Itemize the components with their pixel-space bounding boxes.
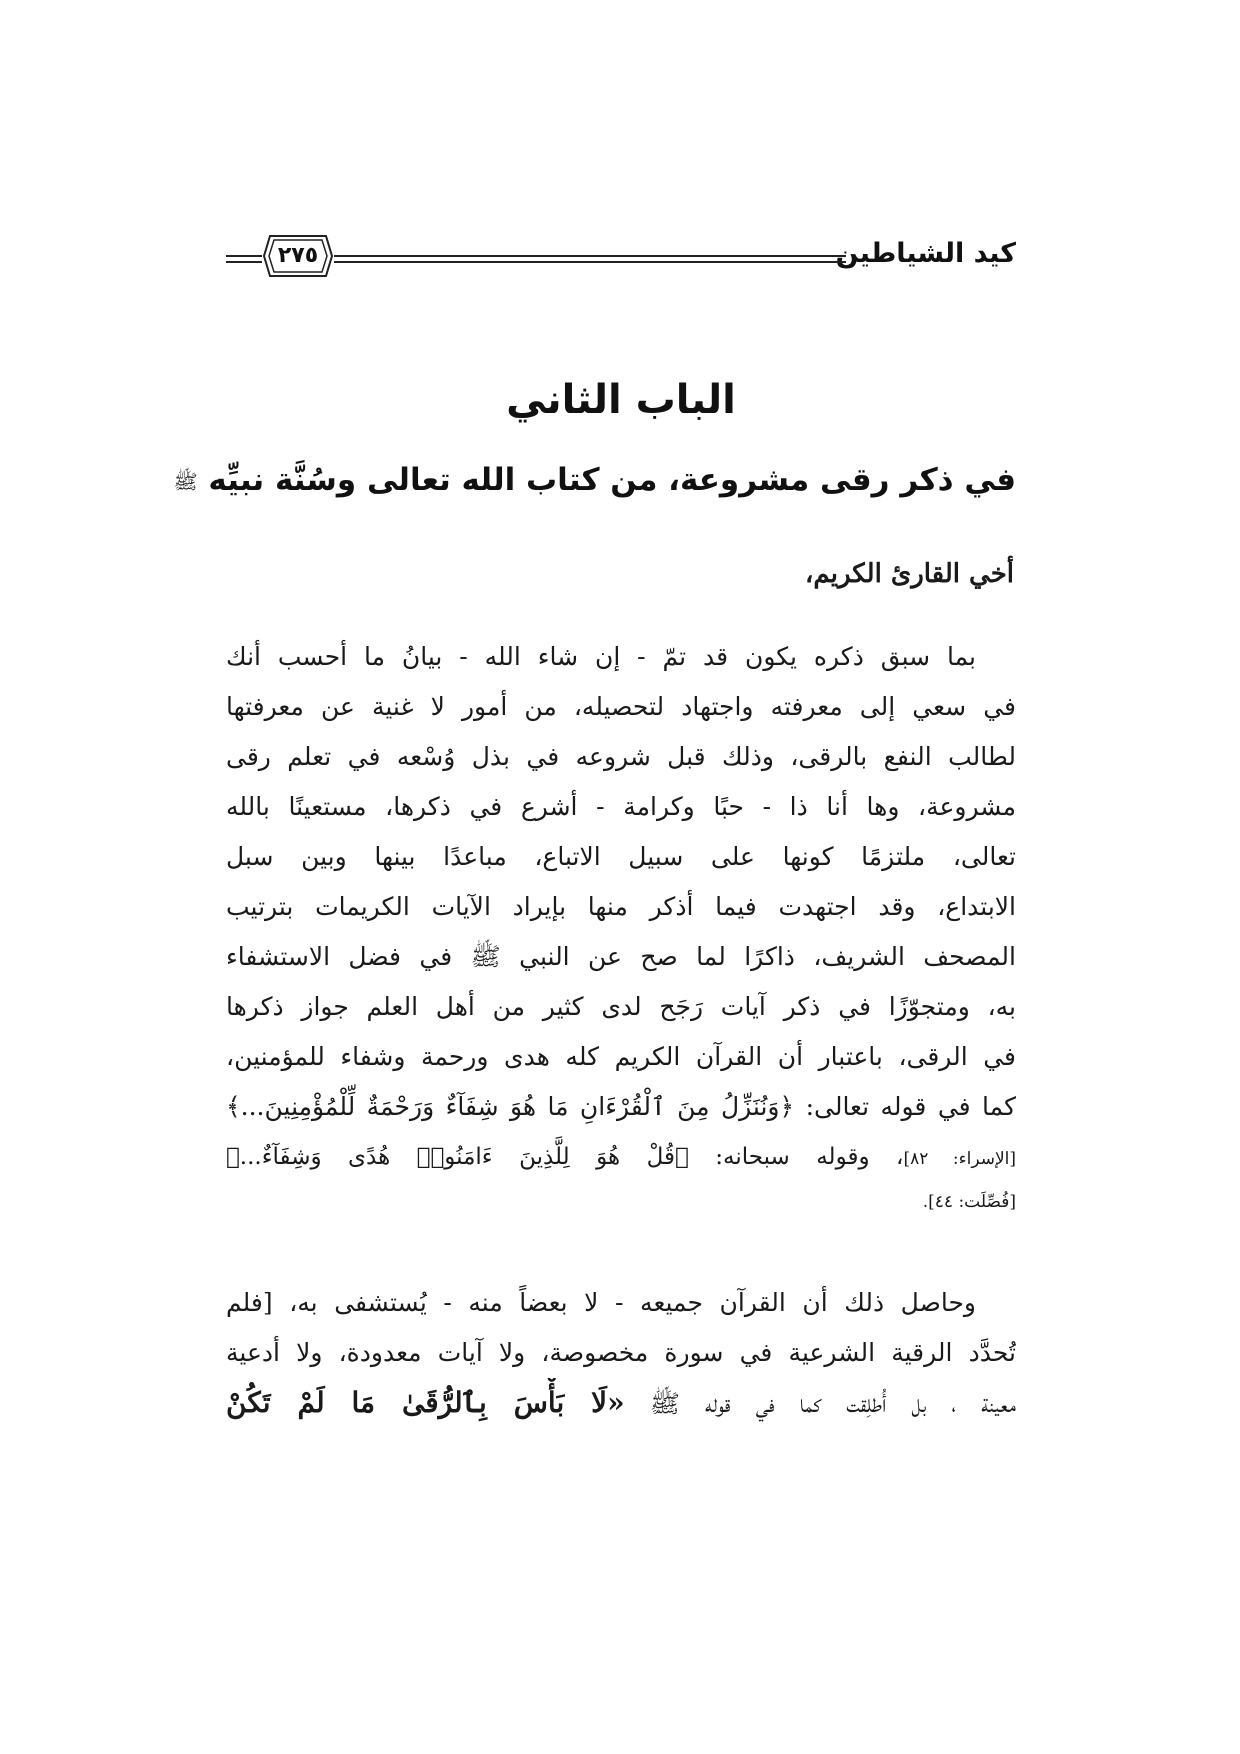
chapter-subtitle-text: في ذكر رقى مشروعة، من كتاب الله تعالى وسُنَّة نبيِّه xyxy=(208,462,1016,498)
page-number-frame xyxy=(262,232,334,280)
header-rule-end xyxy=(226,255,262,263)
paragraph-line: به، ومتجوّزًا في ذكر آيات رَجَح لدى كثير من أهل العلم جواز ذكرها xyxy=(226,992,1016,1021)
greeting: أخي القارئ الكريم، xyxy=(805,559,1014,589)
paragraph-2 xyxy=(226,1278,1016,1428)
paragraph-line-last xyxy=(226,1378,1016,1428)
paragraph-line: مشروعة، وها أنا ذا - حبًا وكرامة - أشرع في ذكرها، مستعينًا بالله xyxy=(226,792,1016,821)
paragraph-line: المصحف الشريف، ذاكرًا لما صح عن النبي ﷺ في فضل الاستشفاء xyxy=(226,942,1016,971)
paragraph-line: في سعي إلى معرفته واجتهاد لتحصيله، من أمور لا غنية عن معرفتها xyxy=(226,692,1016,721)
book-title: كيد الشياطين xyxy=(835,238,1016,269)
paragraph-line: في الرقى، باعتبار أن القرآن الكريم كله هدى ورحمة وشفاء للمؤمنين، xyxy=(226,1042,1016,1071)
page-number: ٢٧٥ xyxy=(277,243,319,268)
paragraph-line: الابتداع، وقد اجتهدت فيما أذكر منها بإيراد الآيات الكريمات بترتيب xyxy=(226,892,1016,921)
running-header xyxy=(226,228,1016,292)
quran-verse-line: كما في قوله تعالى: ﴿وَنُنَزِّلُ مِنَ ٱلْقُرْءَانِ مَا هُوَ شِفَآءٌ وَرَحْمَةٌ لِّلْمُؤْمِنِينَ...﴾ xyxy=(226,1092,1016,1121)
header-rule xyxy=(334,255,846,263)
surah-citation: [الإسراء: ٨٢] xyxy=(903,1149,1016,1169)
paragraph-line: وحاصل ذلك أن القرآن جميعه - لا بعضاً منه - يُستشفى به، [فلم xyxy=(226,1288,976,1317)
paragraph-line: تُحدَّد الرقية الشرعية في سورة مخصوصة، ولا آيات معدودة، ولا أدعية xyxy=(226,1338,1016,1367)
paragraph-line: بما سبق ذكره يكون قد تمّ - إن شاء الله - بيانُ ما أحسب أنك xyxy=(226,642,976,671)
reference-line-text: ، وقوله سبحانه: ﴿قُلْ هُوَ لِلَّذِينَ ءَامَنُوا۟ هُدًى وَشِفَآءٌ...﴾ xyxy=(226,1144,904,1170)
paragraph-1 xyxy=(226,632,1016,1222)
paragraph-line: لطالب النفع بالرقى، وذلك قبل شروعه في بذل وُسْعه في تعلم رقى xyxy=(226,742,1016,771)
chapter-title: الباب الثاني xyxy=(506,377,736,423)
salawat-mark: ﷺ xyxy=(173,469,198,494)
chapter-subtitle xyxy=(173,454,1016,508)
line-text: معينة ، بل أُطلِقت كما في قوله ﷺ xyxy=(624,1389,1016,1418)
paragraph-line: تعالى، ملتزمًا كونها على سبيل الاتباع، مباعدًا بينها وبين سبل xyxy=(226,842,1016,871)
hadith-quote: «لَا بَأْسَ بِٱلرُّقَىٰ مَا لَمْ تَكُنْ xyxy=(226,1386,625,1419)
quran-reference-line xyxy=(226,1132,1016,1182)
surah-citation-end: [فُصِّلَت: ٤٤]. xyxy=(922,1192,1016,1212)
